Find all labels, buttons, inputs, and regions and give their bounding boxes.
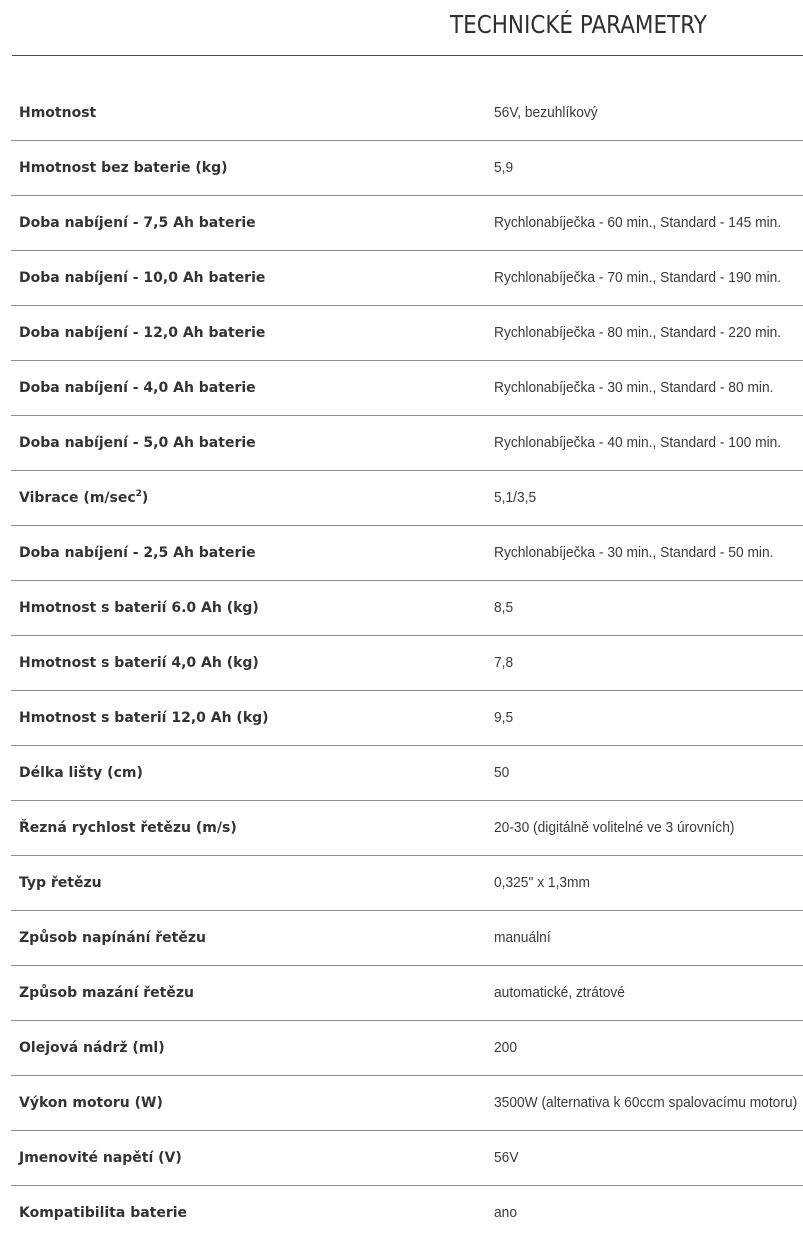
spec-value: Rychlonabíječka - 40 min., Standard - 100 min. xyxy=(494,435,782,451)
spec-row xyxy=(11,471,803,526)
spec-row xyxy=(11,141,803,196)
spec-label: Doba nabíjení - 7,5 Ah baterie xyxy=(19,215,256,231)
spec-value: automatické, ztrátové xyxy=(494,985,625,1001)
spec-label: Hmotnost s baterií 4,0 Ah (kg) xyxy=(19,655,259,671)
spec-row xyxy=(11,196,803,251)
spec-label: Hmotnost s baterií 6.0 Ah (kg) xyxy=(19,600,259,616)
spec-value: 9,5 xyxy=(494,710,514,726)
spec-row xyxy=(11,361,803,416)
spec-value: Rychlonabíječka - 60 min., Standard - 145 min. xyxy=(494,215,782,231)
spec-value: 200 xyxy=(494,1040,517,1056)
spec-row xyxy=(11,1186,803,1240)
spec-label: Způsob mazání řetězu xyxy=(19,985,194,1001)
spec-label: Doba nabíjení - 2,5 Ah baterie xyxy=(19,545,256,561)
spec-label: Typ řetězu xyxy=(19,875,102,891)
page-title: TECHNICKÉ PARAMETRY xyxy=(450,10,707,39)
spec-value: Rychlonabíječka - 70 min., Standard - 190 min. xyxy=(494,270,782,286)
spec-row xyxy=(11,526,803,581)
spec-label: Jmenovité napětí (V) xyxy=(19,1150,182,1166)
spec-value: 8,5 xyxy=(494,600,514,616)
spec-table xyxy=(11,86,803,1240)
spec-value: 5,1/3,5 xyxy=(494,490,537,506)
spec-value: Rychlonabíječka - 30 min., Standard - 80 min. xyxy=(494,380,774,396)
spec-value: ano xyxy=(494,1205,517,1221)
spec-label: Hmotnost bez baterie (kg) xyxy=(19,160,228,176)
spec-label: Doba nabíjení - 10,0 Ah baterie xyxy=(19,270,266,286)
spec-row xyxy=(11,856,803,911)
spec-value: 0,325" x 1,3mm xyxy=(494,875,591,891)
spec-row xyxy=(11,801,803,856)
spec-value: Rychlonabíječka - 80 min., Standard - 220 min. xyxy=(494,325,782,341)
spec-label xyxy=(19,471,148,525)
spec-value: Rychlonabíječka - 30 min., Standard - 50 min. xyxy=(494,545,774,561)
spec-value: 56V, bezuhlíkový xyxy=(494,105,598,121)
spec-label: Hmotnost xyxy=(19,105,97,121)
spec-label: Doba nabíjení - 12,0 Ah baterie xyxy=(19,325,266,341)
spec-label: Hmotnost s baterií 12,0 Ah (kg) xyxy=(19,710,269,726)
spec-row xyxy=(11,746,803,801)
spec-label: Kompatibilita baterie xyxy=(19,1205,188,1221)
spec-label: Olejová nádrž (ml) xyxy=(19,1040,165,1056)
spec-value: manuální xyxy=(494,930,551,946)
spec-row xyxy=(11,416,803,471)
spec-row xyxy=(11,251,803,306)
spec-value: 56V xyxy=(494,1150,519,1166)
spec-value: 20-30 (digitálně volitelné ve 3 úrovních) xyxy=(494,820,735,836)
header-divider xyxy=(12,55,803,56)
spec-label: Doba nabíjení - 5,0 Ah baterie xyxy=(19,435,256,451)
spec-row xyxy=(11,636,803,691)
spec-row xyxy=(11,1131,803,1186)
spec-row xyxy=(11,966,803,1021)
spec-label-suffix: ) xyxy=(141,490,149,506)
spec-value: 7,8 xyxy=(494,655,514,671)
spec-label-text: Vibrace (m/sec xyxy=(19,490,136,506)
spec-value: 5,9 xyxy=(494,160,514,176)
spec-value: 50 xyxy=(494,765,510,781)
spec-row xyxy=(11,1076,803,1131)
spec-label-superscript: 2 xyxy=(135,489,142,499)
spec-row xyxy=(11,691,803,746)
spec-row xyxy=(11,86,803,141)
spec-row xyxy=(11,306,803,361)
spec-row xyxy=(11,1021,803,1076)
spec-label: Výkon motoru (W) xyxy=(19,1095,163,1111)
spec-row xyxy=(11,911,803,966)
spec-row xyxy=(11,581,803,636)
spec-value: 3500W (alternativa k 60ccm spalovacímu motoru) xyxy=(494,1095,798,1111)
spec-label: Délka lišty (cm) xyxy=(19,765,143,781)
page-header xyxy=(0,0,803,56)
spec-label: Řezná rychlost řetězu (m/s) xyxy=(19,820,237,836)
spec-label: Doba nabíjení - 4,0 Ah baterie xyxy=(19,380,256,396)
spec-label: Způsob napínání řetězu xyxy=(19,930,206,946)
